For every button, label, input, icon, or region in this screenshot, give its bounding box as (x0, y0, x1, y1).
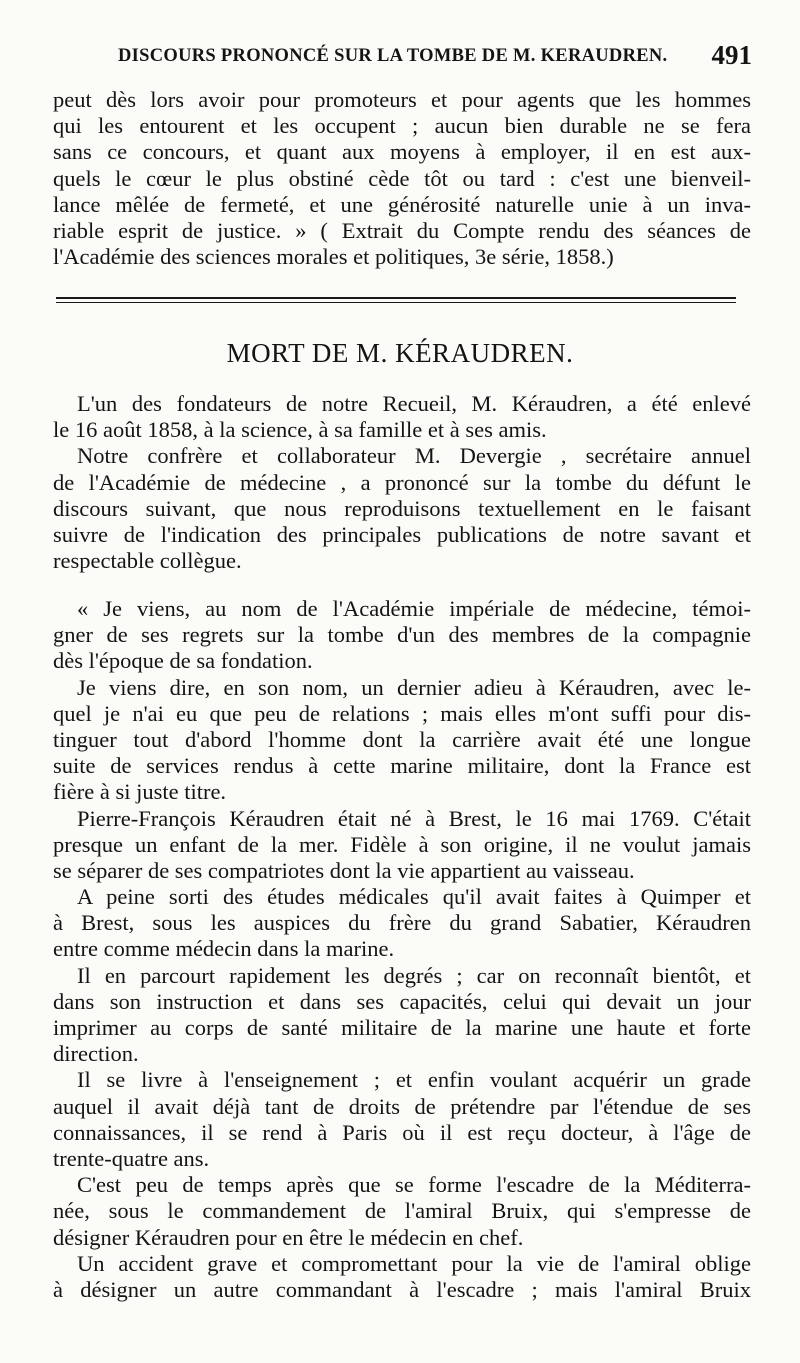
text-line: fière à si juste titre. (53, 779, 227, 805)
text-line: suivre de l'indication des principales publications de notre savant et (53, 521, 751, 547)
text-line: dans son instruction et dans ses capacités, celui qui devait un jour (53, 988, 751, 1014)
continued-paragraph (53, 87, 751, 270)
text-line: entre comme médecin dans la marine. (53, 936, 395, 962)
section-divider (56, 297, 736, 303)
text-line: Je viens dire, en son nom, un dernier adieu à Kéraudren, avec le- (77, 674, 751, 700)
text-line: à désigner un autre commandant à l'escadre ; mais l'amiral Bruix (53, 1276, 751, 1302)
text-line: connaissances, il se rend à Paris où il est reçu docteur, à l'âge de (53, 1119, 751, 1145)
text-line: L'un des fondateurs de notre Recueil, M. Kéraudren, a été enlevé (77, 391, 751, 416)
text-line: « Je viens, au nom de l'Académie impériale de médecine, témoi- (77, 596, 751, 621)
text-line: Notre confrère et collaborateur M. Devergie , secrétaire annuel (77, 443, 751, 469)
text-line: suite de services rendus à cette marine militaire, dont la France est (53, 753, 751, 779)
text-line: A peine sorti des études médicales qu'il avait faites à Quimper et (77, 884, 751, 910)
text-line: née, sous le commandement de l'amiral Bruix, qui s'empresse de (53, 1198, 751, 1224)
text-line: discours suivant, que nous reproduisons textuellement en le faisant (53, 495, 751, 521)
text-line: le 16 août 1858, à la science, à sa famille et à ses amis. (53, 417, 547, 443)
section-title: MORT DE M. KÉRAUDREN. (226, 338, 574, 368)
text-line: désigner Kéraudren pour en être le médecin en chef. (53, 1224, 524, 1250)
text-line: Il en parcourt rapidement les degrés ; car on reconnaît bientôt, et (77, 962, 751, 988)
text-line: quels le cœur le plus obstiné cède tôt ou tard : c'est une bienveil- (53, 165, 751, 191)
text-line: presque un enfant de la mer. Fidèle à son origine, il ne voulut jamais (53, 831, 751, 857)
text-line: direction. (53, 1041, 139, 1067)
text-line: gner de ses regrets sur la tombe d'un des membres de la compagnie (53, 622, 751, 648)
page-number: 491 (711, 40, 752, 70)
text-line: se séparer de ses compatriotes dont la vie appartient au vaisseau. (53, 857, 635, 883)
text-line: riable esprit de justice. » ( Extrait du Compte rendu des séances de (53, 217, 751, 243)
text-line: auquel il avait déjà tant de droits de prétendre par l'étendue de ses (53, 1093, 751, 1119)
text-line: l'Académie des sciences morales et politiques, 3e série, 1858.) (53, 244, 614, 270)
page-header (118, 40, 752, 74)
text-line: Pierre-François Kéraudren était né à Brest, le 16 mai 1769. C'était (77, 805, 751, 831)
section-intro (53, 391, 751, 574)
text-line: qui les entourent et les occupent ; aucun bien durable ne se fera (53, 113, 751, 139)
text-line: quel je n'ai eu que peu de relations ; mais elles m'ont suffi pour dis- (53, 700, 751, 726)
text-line: Un accident grave et compromettant pour la vie de l'amiral oblige (77, 1250, 751, 1276)
text-line: trente-quatre ans. (53, 1145, 210, 1171)
text-line: peut dès lors avoir pour promoteurs et pour agents que les hommes (53, 87, 751, 112)
speech-text (53, 596, 751, 1303)
text-line: tinguer tout d'abord l'homme dont la carrière avait été une longue (53, 726, 751, 752)
text-line: lance mêlée de fermeté, et une générosité naturelle unie à un inva- (53, 191, 751, 217)
text-line: à Brest, sous les auspices du frère du grand Sabatier, Kéraudren (53, 910, 751, 936)
text-line: imprimer au corps de santé militaire de la marine une haute et forte (53, 1015, 751, 1040)
text-line: respectable collègue. (53, 548, 242, 574)
text-line: dès l'époque de sa fondation. (53, 648, 313, 674)
running-title: DISCOURS PRONONCÉ SUR LA TOMBE DE M. KERAUDREN. (118, 46, 668, 66)
text-line: Il se livre à l'enseignement ; et enfin voulant acquérir un grade (77, 1067, 751, 1093)
text-line: sans ce concours, et quant aux moyens à employer, il en est aux- (53, 139, 751, 165)
text-line: de l'Académie de médecine , a prononcé sur la tombe du défunt le (53, 469, 751, 495)
text-line: C'est peu de temps après que se forme l'escadre de la Méditerra- (77, 1172, 751, 1198)
